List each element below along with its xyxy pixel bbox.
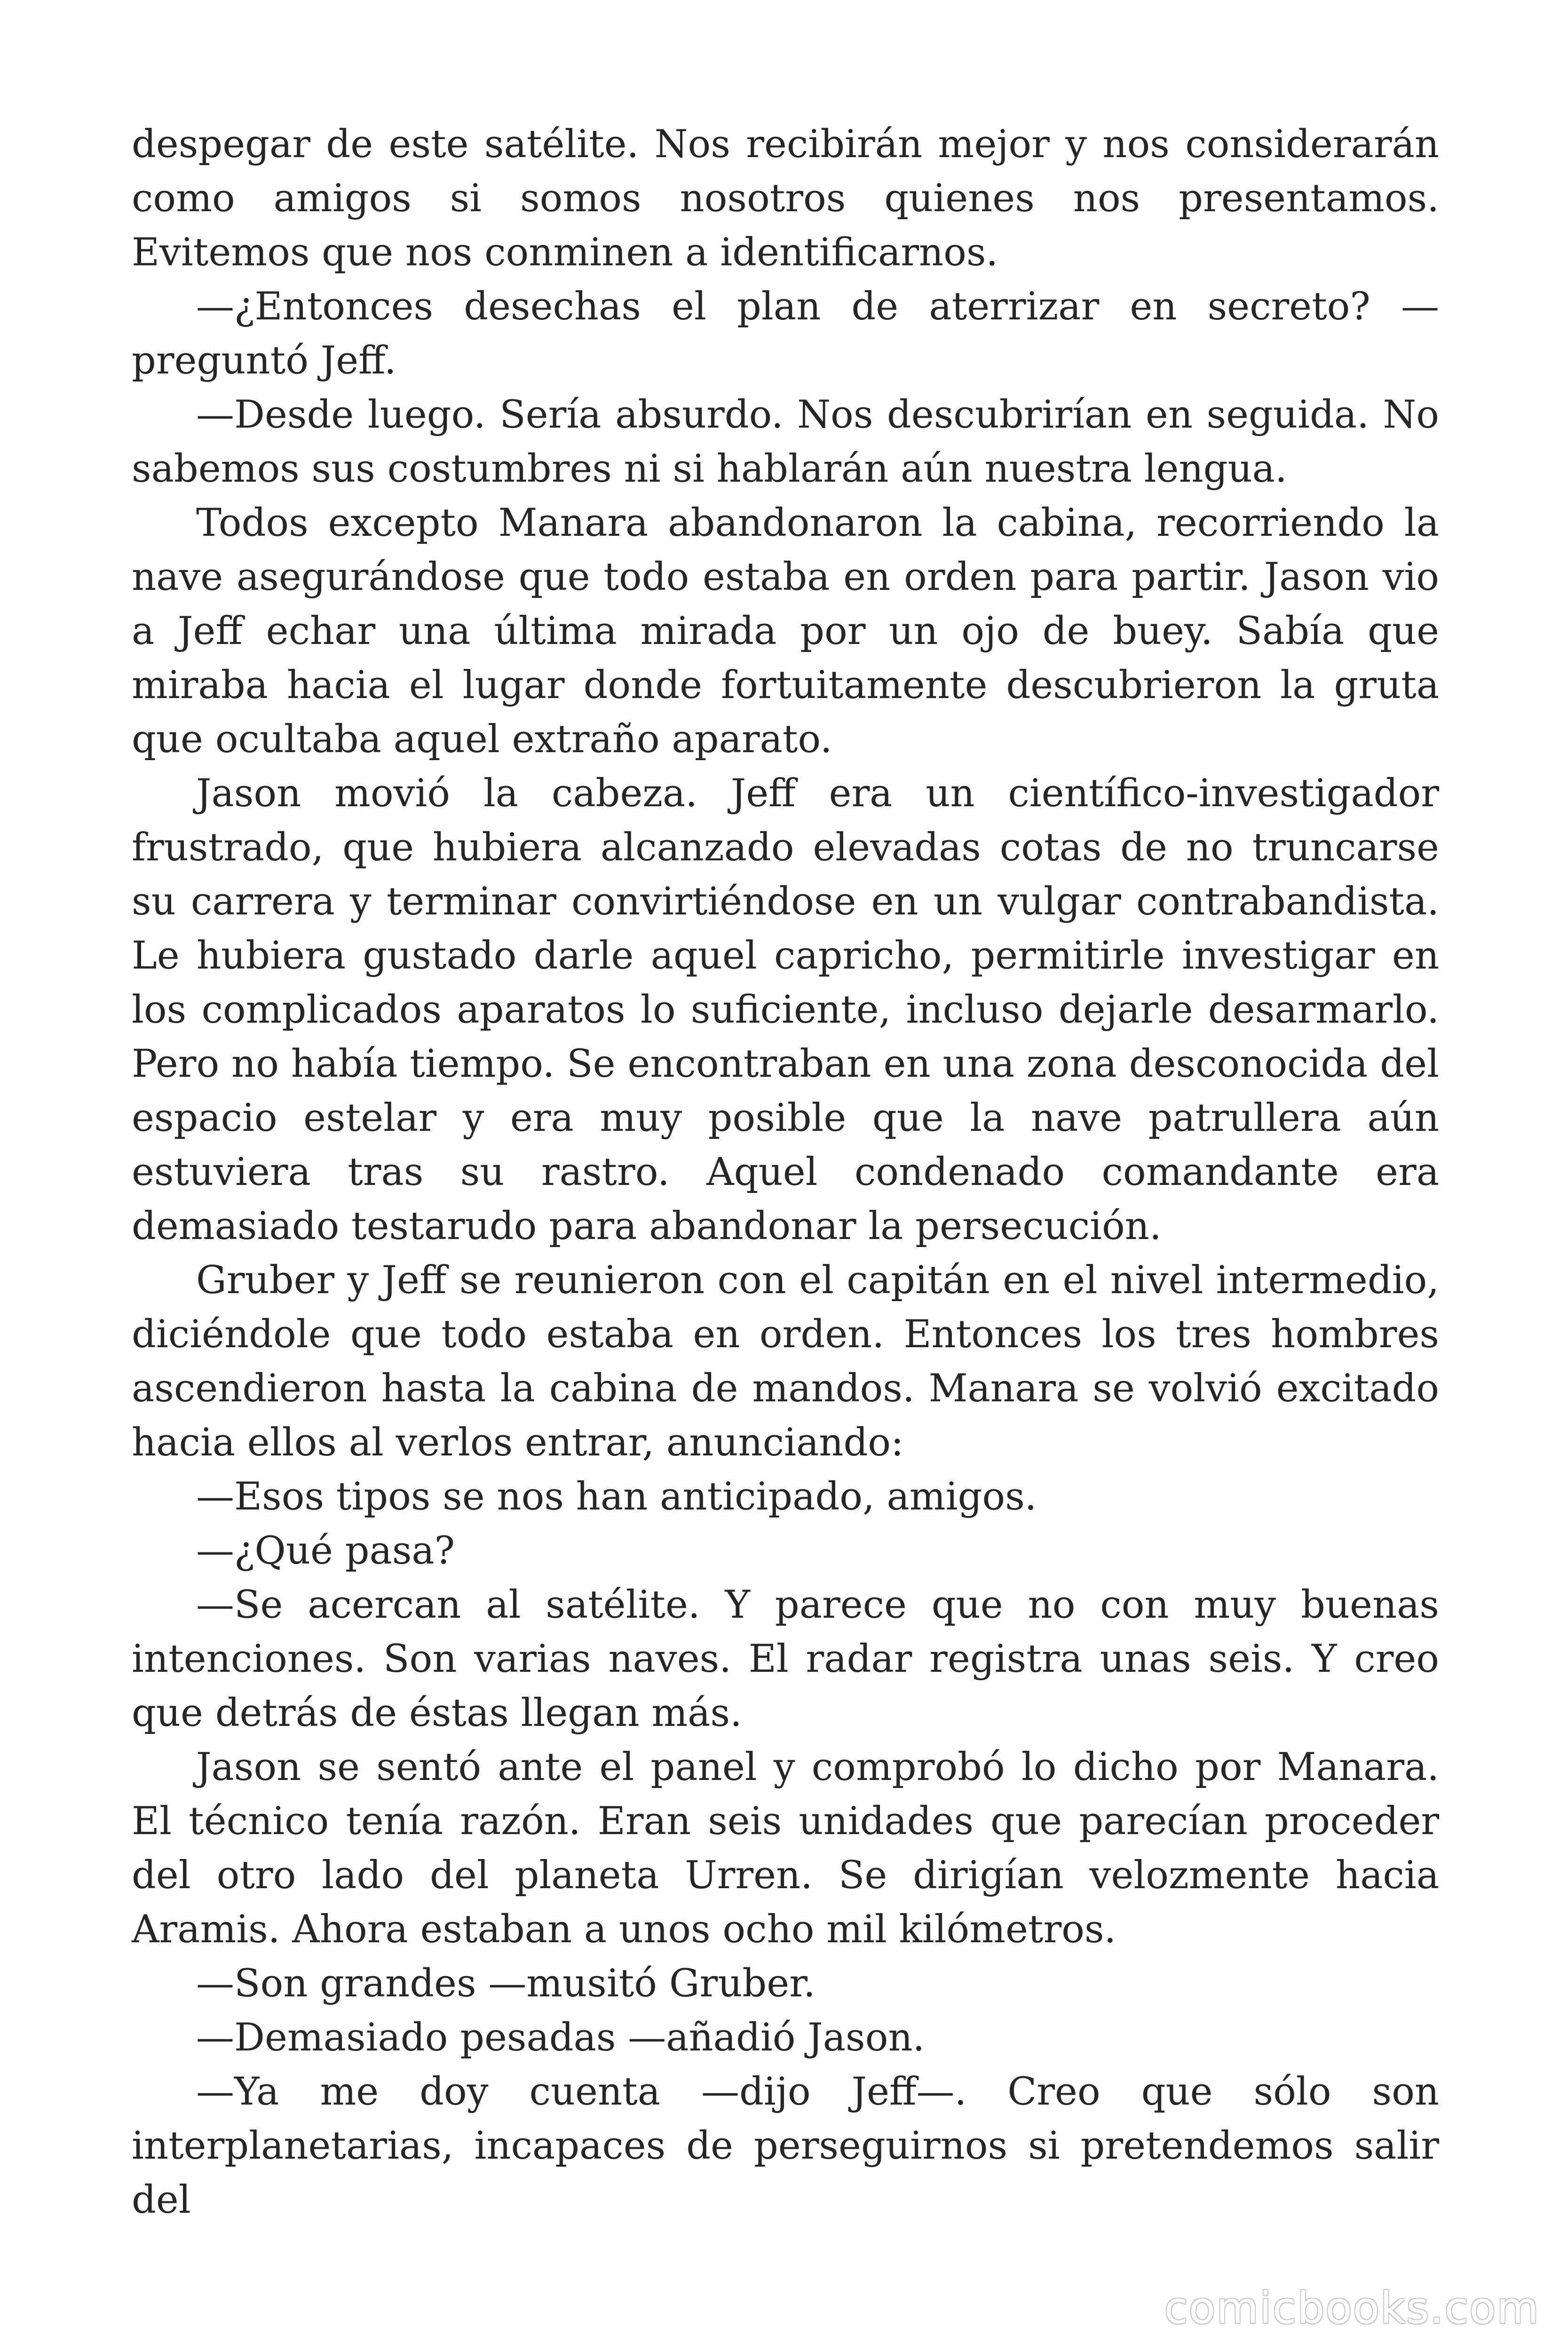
text-column [132, 118, 1439, 2227]
paragraph-dialogue: —Demasiado pesadas —añadió Jason. [196, 2016, 925, 2060]
paragraph-dialogue: —Se acercan al satélite. Y parece que no con muy buenas intenciones. Son varias naves. El radar registra unas seis. Y creo que detrás de éstas llegan más. [132, 1583, 1439, 1735]
paragraph-dialogue: —Desde luego. Sería absurdo. Nos descubrirían en seguida. No sabemos sus costumbres ni si hablarán aún nuestra lengua. [132, 393, 1439, 491]
paragraph-dialogue: —¿Qué pasa? [196, 1529, 455, 1573]
paragraph-continuation: despegar de este satélite. Nos recibirán mejor y nos considerarán como amigos si somos nosotros quienes nos presentamos. Evitemos que nos conminen a identificarnos. [132, 122, 1439, 275]
paragraph-narration: Todos excepto Manara abandonaron la cabina, recorriendo la nave asegurándose que todo estaba en orden para partir. Jason vio a Jeff echar una última mirada por un ojo de buey. Sabía que miraba hacia el lugar donde fortuitamente descubrieron la gruta que ocultaba aquel extraño aparato. [132, 501, 1439, 762]
paragraph-dialogue: —¿Entonces desechas el plan de aterrizar en secreto? —preguntó Jeff. [132, 285, 1439, 383]
paragraph-dialogue: —Son grandes —musitó Gruber. [196, 1962, 816, 2006]
paragraph-dialogue: —Ya me doy cuenta —dijo Jeff—. Creo que sólo son interplanetarias, incapaces de perseguirnos si pretendemos salir del [132, 2070, 1439, 2222]
paragraph-narration: Jason se sentó ante el panel y comprobó lo dicho por Manara. El técnico tenía razón. Eran seis unidades que parecían proceder del otro lado del planeta Urren. Se dirigían velozmente hacia Aramis. Ahora estaban a unos ocho mil kilómetros. [132, 1745, 1439, 1952]
paragraph-dialogue: —Esos tipos se nos han anticipado, amigos. [196, 1475, 1037, 1519]
paragraph-narration: Jason movió la cabeza. Jeff era un científico-investigador frustrado, que hubiera alcanzado elevadas cotas de no truncarse su carrera y terminar convirtiéndose en un vulgar contrabandista. Le hubiera gustado darle aquel capricho, permitirle investigar en los complicados aparatos lo suficiente, incluso dejarle desarmarlo. Pero no había tiempo. Se encontraban en una zona desconocida del espacio estelar y era muy posible que la nave patrullera aún estuviera tras su rastro. Aquel condenado comandante era demasiado testarudo para abandonar la persecución. [132, 771, 1439, 1248]
paragraph-narration: Gruber y Jeff se reunieron con el capitán en el nivel intermedio, diciéndole que todo estaba en orden. Entonces los tres hombres ascendieron hasta la cabina de mandos. Manara se volvió excitado hacia ellos al verlos entrar, anunciando: [132, 1258, 1439, 1465]
watermark: comicbooks.com [1164, 2283, 1540, 2333]
